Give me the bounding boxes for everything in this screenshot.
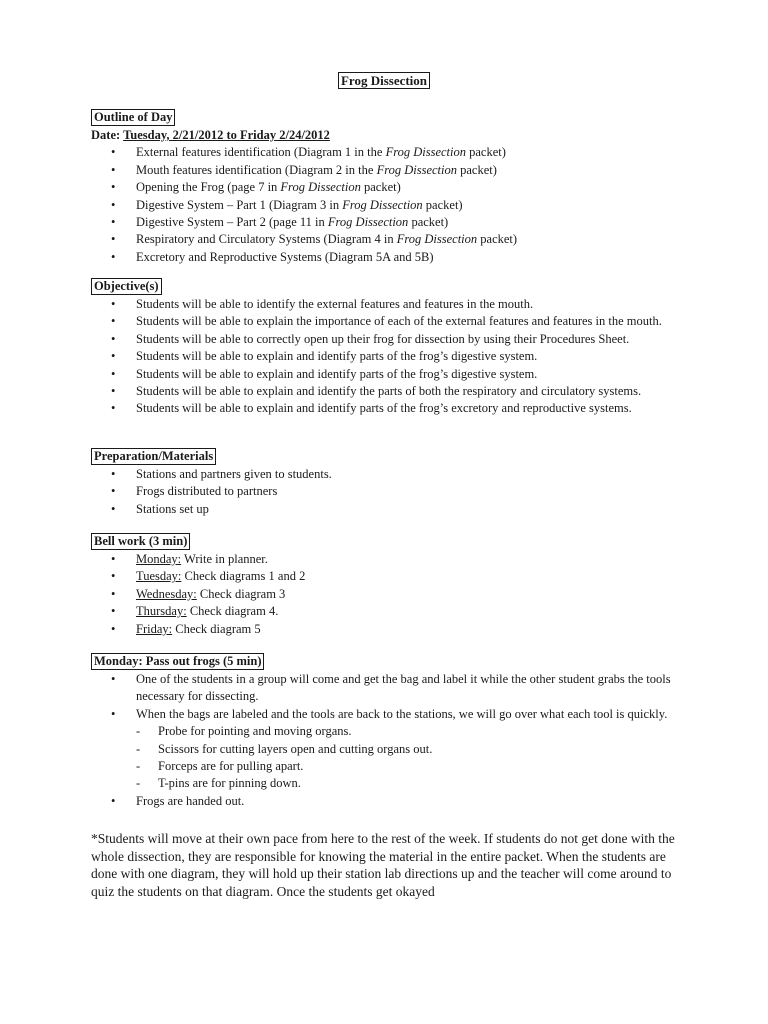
list-item: • Friday: Check diagram 5: [91, 621, 691, 638]
monday-section: [91, 653, 691, 810]
list-item: • When the bags are labeled and the tools are back to the stations, we will go over what each tool is quickly.: [91, 706, 691, 723]
list-item: • Opening the Frog (page 7 in Frog Dissection packet): [91, 179, 691, 196]
list-item: • Tuesday: Check diagrams 1 and 2: [91, 568, 691, 585]
list-item: • Respiratory and Circulatory Systems (Diagram 4 in Frog Dissection packet): [91, 231, 691, 248]
list-item: • One of the students in a group will come and get the bag and label it while the other student grabs the tools necessary for dissecting.: [91, 671, 691, 706]
monday-heading: Monday: Pass out frogs (5 min): [91, 653, 264, 670]
list-item: - Scissors for cutting layers open and cutting organs out.: [91, 741, 691, 758]
list-item: • Digestive System – Part 2 (page 11 in Frog Dissection packet): [91, 214, 691, 231]
list-item: • Students will be able to explain and identify parts of the frog’s excretory and reproductive systems.: [91, 400, 691, 417]
list-item: • Frogs distributed to partners: [91, 483, 691, 500]
outline-list: [91, 144, 691, 266]
preparation-section: [91, 448, 691, 518]
objectives-section: [91, 278, 691, 418]
list-item: - T-pins are for pinning down.: [91, 775, 691, 792]
list-item: • Digestive System – Part 1 (Diagram 3 in Frog Dissection packet): [91, 197, 691, 214]
list-item: • Monday: Write in planner.: [91, 551, 691, 568]
outline-date: Date: Tuesday, 2/21/2012 to Friday 2/24/2012: [91, 128, 330, 142]
list-item: • Thursday: Check diagram 4.: [91, 603, 691, 620]
preparation-list: [91, 466, 691, 518]
preparation-heading: Preparation/Materials: [91, 448, 216, 465]
list-item: • Frogs are handed out.: [91, 793, 691, 810]
tools-list: [91, 723, 691, 793]
list-item: • Students will be able to correctly open up their frog for dissection by using their Procedures Sheet.: [91, 331, 691, 348]
list-item: • Students will be able to explain the importance of each of the external features and features in the mouth.: [91, 313, 691, 330]
list-item: • External features identification (Diagram 1 in the Frog Dissection packet): [91, 144, 691, 161]
closing-paragraph: *Students will move at their own pace from here to the rest of the week. If students do not get done with the whole dissection, they are responsible for knowing the material in the entire packet. When the students are done with one diagram, they will hold up their station lab directions up and the teacher will come around to quiz the students on that diagram. Once the students get okayed: [91, 831, 675, 899]
list-item: • Wednesday: Check diagram 3: [91, 586, 691, 603]
outline-section: [91, 109, 691, 266]
objectives-heading: Objective(s): [91, 278, 162, 295]
list-item: - Forceps are for pulling apart.: [91, 758, 691, 775]
bellwork-section: [91, 533, 691, 638]
list-item: • Students will be able to explain and identify the parts of both the respiratory and circulatory systems.: [91, 383, 691, 400]
list-item: • Mouth features identification (Diagram 2 in the Frog Dissection packet): [91, 162, 691, 179]
list-item: • Students will be able to explain and identify parts of the frog’s digestive system.: [91, 366, 691, 383]
list-item: - Probe for pointing and moving organs.: [91, 723, 691, 740]
list-item: • Stations set up: [91, 501, 691, 518]
bellwork-heading: Bell work (3 min): [91, 533, 190, 550]
list-item: • Stations and partners given to students.: [91, 466, 691, 483]
page-title: Frog Dissection: [0, 72, 768, 89]
list-item: • Excretory and Reproductive Systems (Diagram 5A and 5B): [91, 249, 691, 266]
monday-list-end: [91, 793, 691, 810]
objectives-list: [91, 296, 691, 418]
bellwork-list: [91, 551, 691, 638]
list-item: • Students will be able to explain and identify parts of the frog’s digestive system.: [91, 348, 691, 365]
outline-heading: Outline of Day: [91, 109, 175, 126]
monday-list: [91, 671, 691, 723]
list-item: • Students will be able to identify the external features and features in the mouth.: [91, 296, 691, 313]
